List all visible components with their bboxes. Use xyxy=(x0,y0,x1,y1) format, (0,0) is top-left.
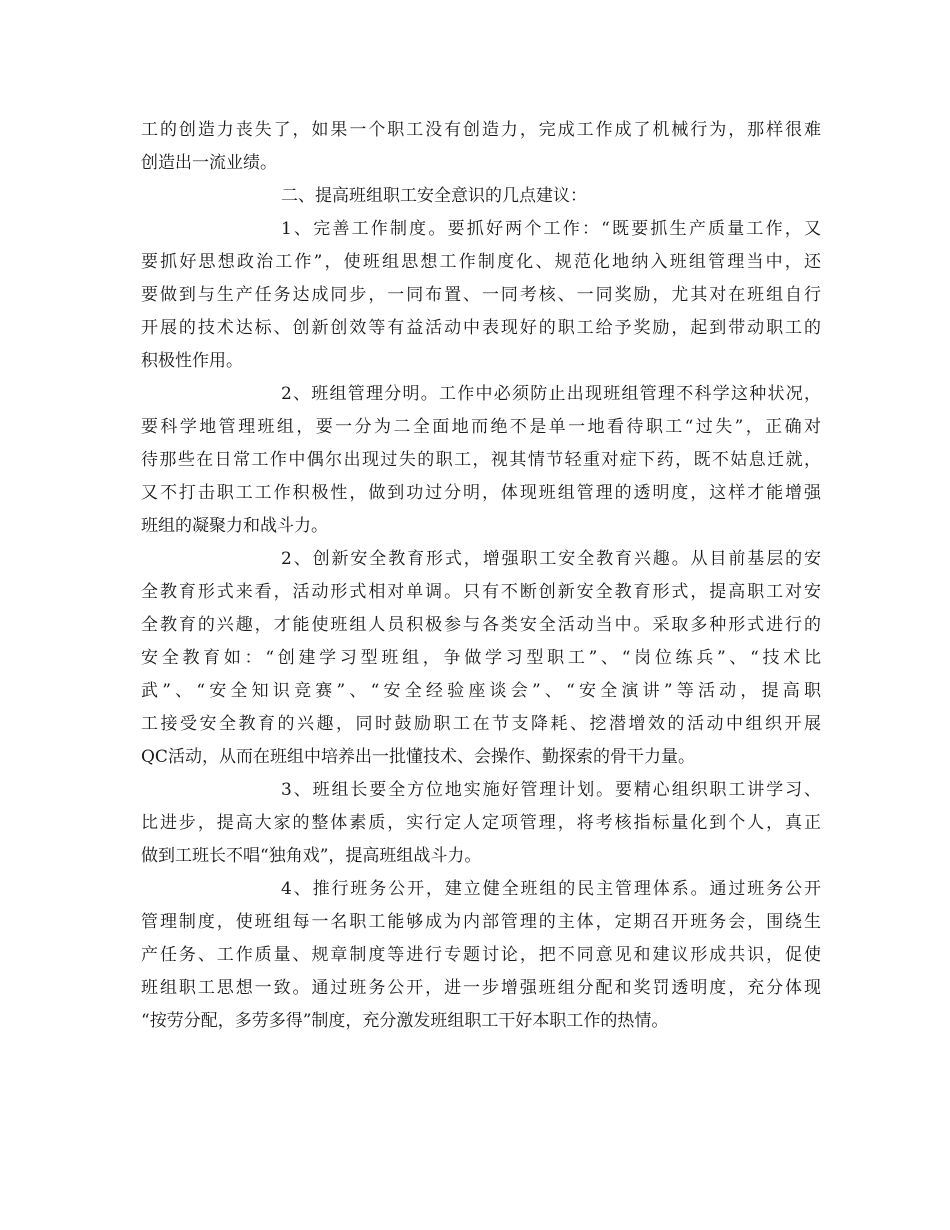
paragraph-first-line: 2、班组管理分明。工作中必须防止出现班组管理不科学这种状况， xyxy=(281,384,821,404)
text-line: 安全教育如：“创建学习型班组，争做学习型职工”、“岗位练兵”、“技术比 xyxy=(141,648,821,668)
text-line: 产任务、工作质量、规章制度等进行专题讨论，把不同意见和建议形成共识，促使 xyxy=(141,945,821,965)
text-line: 又不打击职工工作积极性，做到功过分明，体现班组管理的透明度，这样才能增强 xyxy=(141,483,821,503)
text-line: 做到工班长不唱“独角戏”，提高班组战斗力。 xyxy=(141,846,482,866)
text-line: 工接受安全教育的兴趣，同时鼓励职工在节支降耗、挖潜增效的活动中组织开展 xyxy=(141,714,821,734)
text-line: 管理制度，使班组每一名职工能够成为内部管理的主体，定期召开班务会，围绕生 xyxy=(141,912,821,932)
section-heading: 二、提高班组职工安全意识的几点建议： xyxy=(281,186,587,206)
text-line: QC活动，从而在班组中培养出一批懂技术、会操作、勤探索的骨干力量。 xyxy=(141,747,695,767)
text-line: 要抓好思想政治工作”，使班组思想工作制度化、规范化地纳入班组管理当中，还 xyxy=(141,252,821,272)
text-line: 工的创造力丧失了，如果一个职工没有创造力，完成工作成了机械行为，那样很难 xyxy=(141,120,821,140)
text-line: 待那些在日常工作中偶尔出现过失的职工，视其情节轻重对症下药，既不姑息迁就， xyxy=(141,450,821,470)
text-line: 全教育形式来看，活动形式相对单调。只有不断创新安全教育形式，提高职工对安 xyxy=(141,582,821,602)
document-body xyxy=(141,114,821,1038)
paragraph-first-line: 3、班组长要全方位地实施好管理计划。要精心组织职工讲学习、 xyxy=(281,780,821,800)
text-line: “按劳分配，多劳多得”制度，充分激发班组职工干好本职工作的热情。 xyxy=(141,1011,669,1031)
text-line: 全教育的兴趣，才能使班组人员积极参与各类安全活动当中。采取多种形式进行的 xyxy=(141,615,821,635)
paragraph-first-line: 1、完善工作制度。要抓好两个工作：“既要抓生产质量工作，又 xyxy=(281,219,821,239)
text-line: 要做到与生产任务达成同步，一同布置、一同考核、一同奖励，尤其对在班组自行 xyxy=(141,285,821,305)
text-line: 积极性作用。 xyxy=(141,351,243,371)
paragraph-first-line: 4、推行班务公开，建立健全班组的民主管理体系。通过班务公开 xyxy=(281,879,821,899)
text-line: 开展的技术达标、创新创效等有益活动中表现好的职工给予奖励，起到带动职工的 xyxy=(141,318,821,338)
text-line: 创造出一流业绩。 xyxy=(141,153,277,173)
text-line: 比进步，提高大家的整体素质，实行定人定项管理，将考核指标量化到个人，真正 xyxy=(141,813,821,833)
text-line: 班组职工思想一致。通过班务公开，进一步增强班组分配和奖罚透明度，充分体现 xyxy=(141,978,821,998)
text-line: 武”、“安全知识竞赛”、“安全经验座谈会”、“安全演讲”等活动，提高职 xyxy=(141,681,821,701)
text-line: 班组的凝聚力和战斗力。 xyxy=(141,516,328,536)
text-line: 要科学地管理班组，要一分为二全面地而绝不是单一地看待职工“过失”，正确对 xyxy=(141,417,821,437)
paragraph-first-line: 2、创新安全教育形式，增强职工安全教育兴趣。从目前基层的安 xyxy=(281,549,821,569)
